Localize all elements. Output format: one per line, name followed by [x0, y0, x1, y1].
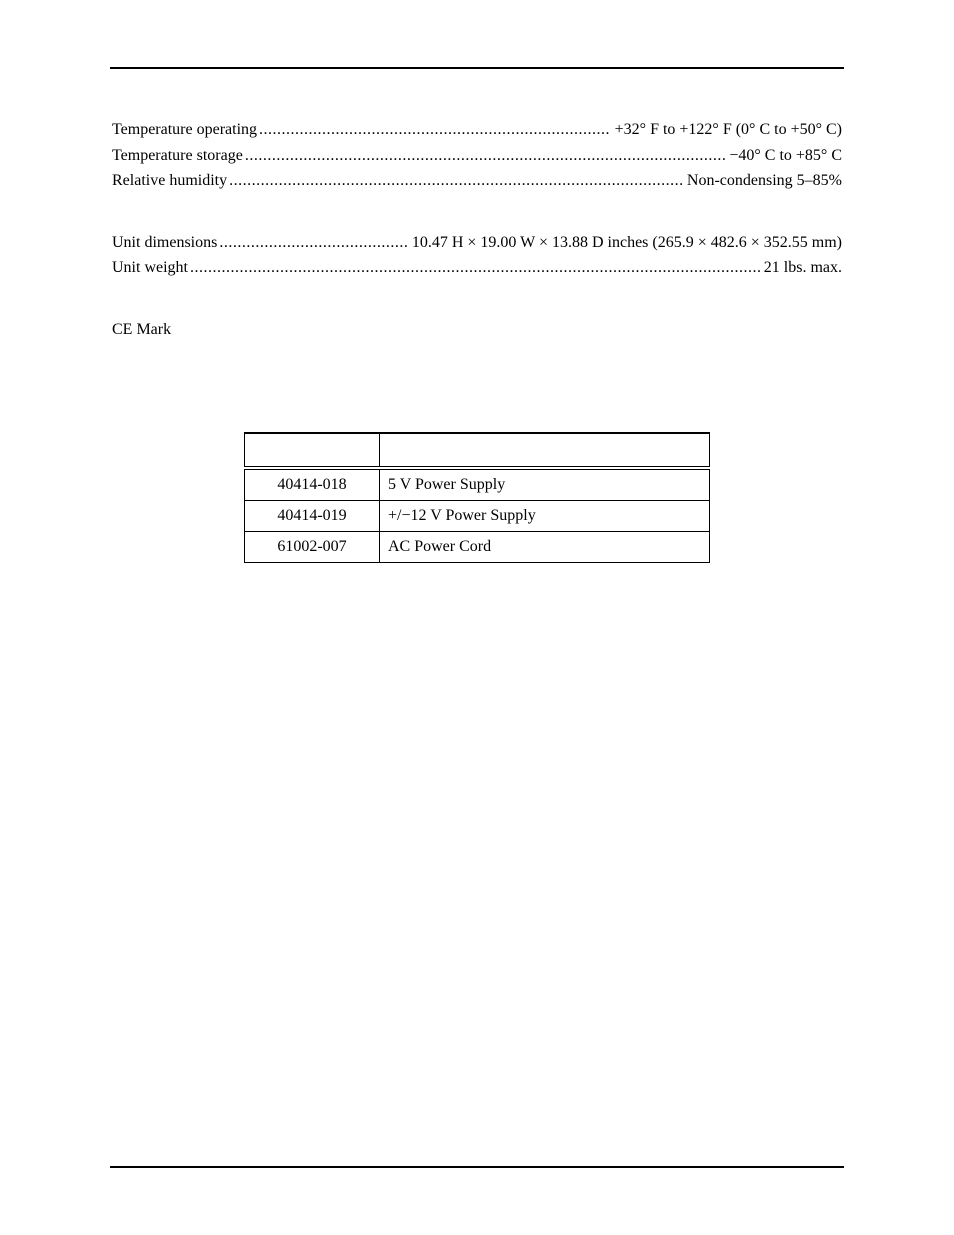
table-row — [245, 501, 710, 532]
dot-leader — [245, 145, 726, 167]
table-row — [245, 468, 710, 501]
part-number-header — [245, 433, 380, 468]
spec-label: Relative humidity — [112, 172, 228, 189]
part-number-cell: 40414-019 — [245, 501, 380, 532]
table-row — [245, 532, 710, 563]
header-rule — [110, 67, 844, 69]
spec-label: Temperature operating — [112, 121, 258, 138]
ce-mark: CE Mark — [112, 321, 172, 338]
description-cell: 5 V Power Supply — [380, 468, 710, 501]
spec-value: 21 lbs. max. — [763, 259, 842, 276]
description-header — [380, 433, 710, 468]
dot-leader — [229, 170, 683, 192]
spec-temperature-operating — [112, 119, 842, 141]
spec-label: Unit weight — [112, 259, 188, 276]
dot-leader — [190, 257, 760, 279]
part-number-cell: 40414-018 — [245, 468, 380, 501]
spec-value: Non-condensing 5–85% — [686, 172, 842, 189]
dot-leader — [219, 232, 408, 254]
part-number-cell: 61002-007 — [245, 532, 380, 563]
description-cell: AC Power Cord — [380, 532, 710, 563]
spec-value: +32° F to +122° F (0° C to +50° C) — [614, 121, 842, 138]
spec-unit-weight — [112, 257, 842, 279]
spec-value: 10.47 H × 19.00 W × 13.88 D inches (265.9 × 482.6 × 352.55 mm) — [411, 234, 842, 251]
dot-leader — [259, 119, 611, 141]
parts-table — [244, 432, 710, 563]
description-cell: +/−12 V Power Supply — [380, 501, 710, 532]
spec-unit-dimensions — [112, 232, 842, 254]
spec-label: Temperature storage — [112, 147, 243, 164]
spec-value: −40° C to +85° C — [729, 147, 842, 164]
footer-rule — [110, 1166, 844, 1168]
spec-label: Unit dimensions — [112, 234, 218, 251]
spec-relative-humidity — [112, 170, 842, 192]
table-header-row — [245, 433, 710, 468]
spec-temperature-storage — [112, 145, 842, 167]
